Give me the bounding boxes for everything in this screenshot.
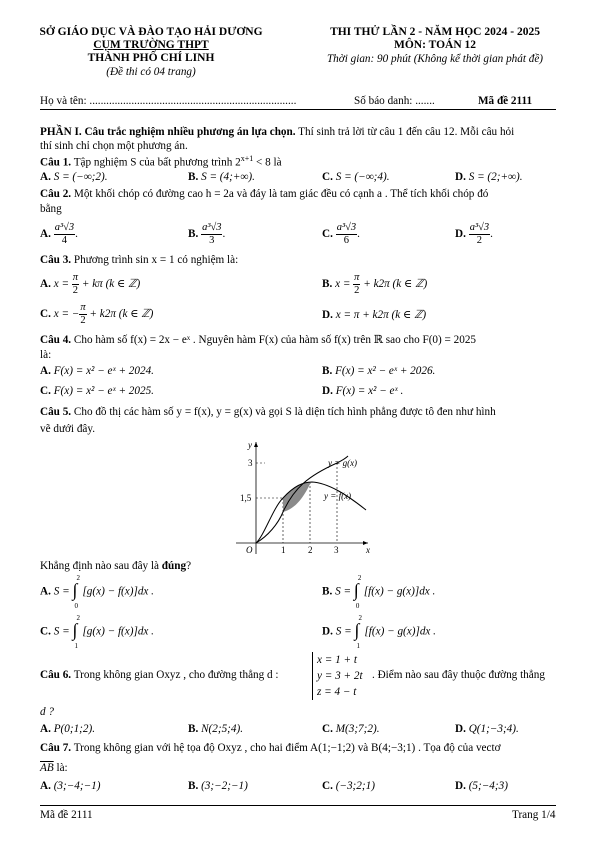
q1-opt-a[interactable]	[40, 171, 108, 183]
part1-line1	[40, 126, 514, 138]
q7-opt-c[interactable]	[322, 780, 375, 792]
q7-text: Trong không gian với hệ tọa độ Oxyz , cho hai điểm A(1;−1;2) và B(4;−3;1) . Tọa độ của vectơ	[71, 742, 501, 754]
q2-a-num: a³√3	[54, 222, 75, 233]
q3-b-post: + k2π (k ∈ ℤ)	[360, 278, 428, 291]
q7-opt-b[interactable]	[188, 780, 248, 792]
part1-desc1: Thí sinh trả lời từ câu 1 đến câu 12. Mỗi câu hỏi	[295, 126, 515, 138]
q5-a-text: [g(x) − f(x)]dx .	[82, 585, 154, 598]
q2-opt-a[interactable]: A. $\frac{\text{a³√3}}{4}$ .	[40, 222, 78, 246]
q4-a-text: F(x) = x² − eˣ + 2024.	[53, 365, 154, 377]
divider	[40, 109, 556, 110]
q1-text2: < 8 là	[253, 156, 282, 169]
opt-letter: C.	[322, 228, 333, 241]
q5-ask-end: ?	[186, 560, 192, 572]
q3-c-den: 2	[80, 315, 86, 326]
q2-stem	[40, 188, 488, 200]
q1-c-text: S = (−∞;4).	[335, 171, 390, 183]
footer-code: Mã đề 2111	[40, 809, 93, 821]
opt-letter: B.	[322, 365, 333, 377]
q3-c-post: + k2π (k ∈ ℤ)	[86, 308, 154, 321]
opt-letter: A.	[40, 171, 51, 183]
q5-b-s: S =	[335, 585, 354, 598]
candidate-id: Số báo danh: .......	[354, 95, 435, 107]
q6-a-text: P(0;1;2).	[53, 723, 96, 735]
opt-letter: B.	[322, 278, 333, 291]
q5-c-lower: 1	[74, 642, 78, 650]
q6-text2: . Điểm nào sau đây thuộc đường thẳng	[372, 669, 545, 681]
q6-text: Trong không gian Oxyz , cho đường thẳng d :	[71, 669, 279, 681]
q5-a-upper: 2	[76, 574, 80, 582]
q3-opt-a[interactable]	[40, 272, 140, 297]
candidate-name: Họ và tên: ..........................................................................	[40, 95, 297, 107]
f-label: y = f(x)	[324, 491, 352, 501]
opt-letter: A.	[40, 278, 51, 291]
q7-opt-a[interactable]	[40, 780, 100, 792]
q6-system	[312, 652, 363, 700]
q7-text2: là:	[53, 762, 68, 774]
q2-opt-c[interactable]: C. $\frac{\text{a³√3}}{6}$ .	[322, 222, 360, 246]
x-tick-3: 3	[334, 545, 339, 555]
q1-label: Câu 1.	[40, 156, 72, 169]
q2-b-num: a³√3	[202, 222, 222, 233]
q5-c-text: [g(x) − f(x)]dx .	[82, 625, 154, 638]
q1-opt-b[interactable]	[188, 171, 255, 183]
opt-letter: B.	[188, 723, 199, 735]
part1-title: PHẦN I. Câu trắc nghiệm nhiều phương án lựa chọn.	[40, 126, 296, 138]
q6-opt-c[interactable]	[322, 723, 380, 735]
q4-opt-d[interactable]	[322, 385, 403, 397]
q7-c-text: (−3;2;1)	[335, 780, 375, 792]
q6-opt-d[interactable]	[455, 723, 519, 735]
q5-ask-text: Khẳng định nào sau đây là	[40, 560, 162, 572]
q3-text: Phương trình sin x = 1 có nghiệm là:	[71, 254, 239, 266]
q1-opt-d[interactable]	[455, 171, 523, 183]
q3-a-den: 2	[72, 285, 79, 296]
q5-label: Câu 5.	[40, 406, 72, 418]
opt-letter: C.	[40, 308, 51, 321]
q6-opt-a[interactable]	[40, 723, 95, 735]
q5-ask-bold: đúng	[161, 560, 187, 572]
q3-c-num: π	[80, 302, 86, 313]
header-cluster: CỤM TRƯỜNG THPT	[93, 39, 209, 51]
q4-b-text: F(x) = x² − eˣ + 2026.	[335, 365, 436, 377]
q5-c-s: S =	[53, 625, 73, 638]
q5-ask	[40, 560, 191, 572]
q3-a-num: π	[72, 272, 79, 283]
opt-letter: B.	[188, 228, 199, 241]
x-axis-label: x	[366, 545, 370, 555]
opt-letter: D.	[322, 385, 333, 397]
opt-letter: C.	[40, 385, 51, 397]
q5-b-text: [f(x) − g(x)]dx .	[363, 585, 436, 598]
opt-letter: C.	[322, 171, 333, 183]
opt-letter: C.	[322, 723, 333, 735]
q1-b-text: S = (4;+∞).	[201, 171, 255, 183]
q5-b-lower: 0	[355, 602, 360, 610]
g-label: y = g(x)	[328, 458, 358, 468]
header-city: THÀNH PHỐ CHÍ LINH	[87, 52, 215, 64]
q3-b-den: 2	[354, 285, 360, 296]
opt-letter: C.	[40, 625, 51, 638]
y-tick-15: 1,5	[240, 493, 252, 503]
q5-opt-a[interactable]: A. S = 2 ∫ 0 [g(x) − f(x)]dx .	[40, 574, 154, 610]
q5-a-s: S =	[53, 585, 73, 598]
q7-line2	[40, 762, 68, 774]
q1-a-text: S = (−∞;2).	[53, 171, 108, 183]
q3-d-text: x = π + k2π (k ∈ ℤ)	[335, 309, 427, 321]
q1-stem	[40, 154, 282, 169]
q2-label: Câu 2.	[40, 188, 72, 200]
q7-a-text: (3;−4;−1)	[53, 780, 101, 792]
q4-stem	[40, 333, 476, 346]
q2-opt-d[interactable]: D. $\frac{\text{a³√3}}{2}$ .	[455, 222, 493, 246]
q2-d-num: a³√3	[469, 222, 490, 233]
q4-label: Câu 4.	[40, 334, 72, 346]
header-subject: MÔN: TOÁN 12	[394, 39, 476, 51]
q6-c-text: M(3;7;2).	[335, 723, 380, 735]
q3-a-pre: x =	[53, 278, 72, 291]
opt-letter: A.	[40, 723, 51, 735]
q5-d-upper: 2	[358, 614, 362, 622]
x-tick-1: 1	[281, 545, 286, 555]
opt-letter: A.	[40, 585, 51, 598]
q4-opt-a[interactable]	[40, 365, 154, 377]
q7-label: Câu 7.	[40, 742, 72, 754]
y-arrow	[254, 442, 258, 447]
q7-d-text: (5;−4;3)	[468, 780, 508, 792]
q5-stem	[40, 406, 496, 418]
q3-b-pre: x =	[335, 278, 354, 291]
q5-opt-c[interactable]: C. S = 2 ∫ 1 [g(x) − f(x)]dx .	[40, 614, 154, 650]
q4-c-text: F(x) = x² − eˣ + 2025.	[53, 385, 154, 397]
q2-c-num: a³√3	[336, 222, 357, 233]
header-dept: SỞ GIÁO DỤC VÀ ĐÀO TẠO HẢI DƯƠNG	[39, 26, 263, 38]
opt-letter: A.	[40, 228, 51, 241]
q7-opt-d[interactable]	[455, 780, 508, 792]
opt-letter: A.	[40, 365, 51, 377]
q5-graph	[228, 436, 373, 558]
opt-letter: A.	[40, 780, 51, 792]
q7-b-text: (3;−2;−1)	[201, 780, 248, 792]
q4-text2: là:	[40, 349, 52, 361]
opt-letter: D.	[322, 625, 333, 638]
q4-text: Cho hàm số f(x) = 2x − eˣ . Nguyên hàm F(x) của hàm số f(x) trên ℝ sao cho F(0) = 2025	[71, 334, 477, 346]
opt-letter: D.	[455, 228, 466, 241]
q6-label: Câu 6.	[40, 669, 72, 681]
opt-letter: C.	[322, 780, 333, 792]
q7-stem	[40, 742, 501, 754]
opt-letter: B.	[188, 780, 199, 792]
q1-text: Tập nghiệm S của bất phương trình 2	[71, 156, 241, 169]
opt-letter: D.	[455, 780, 466, 792]
q6-d-text: Q(1;−3;4).	[468, 723, 519, 735]
q2-c-den: 6	[343, 235, 350, 246]
exam-code: Mã đề 2111	[478, 95, 533, 107]
q1-d-text: S = (2;+∞).	[468, 171, 523, 183]
part1-desc2: thí sinh chỉ chọn một phương án.	[40, 140, 188, 152]
q5-text2: vẽ dưới đây.	[40, 423, 96, 435]
q1-exp: x+1	[240, 154, 254, 163]
q5-a-lower: 0	[74, 602, 78, 610]
opt-letter: D.	[455, 723, 466, 735]
header-exam: THI THỬ LẦN 2 - NĂM HỌC 2024 - 2025	[330, 26, 540, 38]
q3-opt-b[interactable]	[322, 272, 427, 297]
q6-text3: d ?	[40, 706, 54, 718]
q2-text: Một khối chóp có đường cao h = 2a và đáy là tam giác đều có cạnh a . Thể tích khối chóp đó	[71, 188, 489, 200]
q5-b-upper: 2	[357, 574, 362, 582]
q3-b-num: π	[354, 272, 360, 283]
q5-d-text: [f(x) − g(x)]dx .	[364, 625, 436, 638]
q5-d-lower: 1	[356, 642, 360, 650]
q2-text2: bằng	[40, 203, 62, 215]
header-time: Thời gian: 90 phút (Không kể thời gian phát đề)	[326, 53, 544, 65]
q6-eq-z: z = 4 − t	[317, 686, 357, 698]
q2-d-den: 2	[476, 235, 483, 246]
q3-c-pre: x = −	[53, 308, 80, 321]
q2-a-den: 4	[61, 235, 68, 246]
q4-d-text: F(x) = x² − eˣ .	[335, 385, 404, 397]
q7-vector: $\overline{AB}$	[40, 762, 54, 774]
origin-label: O	[246, 545, 253, 555]
q1-opt-c[interactable]	[322, 171, 390, 183]
q3-stem	[40, 254, 238, 266]
q5-opt-d[interactable]: D. S = 2 ∫ 1 [f(x) − g(x)]dx .	[322, 614, 436, 650]
q3-opt-d[interactable]	[322, 308, 426, 321]
opt-letter: D.	[322, 309, 333, 321]
q3-opt-c[interactable]	[40, 302, 153, 327]
y-tick-3: 3	[248, 458, 253, 468]
footer-page: Trang 1/4	[512, 809, 556, 821]
y-axis-label: y	[248, 440, 252, 450]
q2-opt-b[interactable]: B. $\frac{\text{a³√3}}{3}$ .	[188, 222, 226, 246]
q6-eq-x: x = 1 + t	[317, 654, 357, 666]
q3-label: Câu 3.	[40, 254, 72, 266]
x-tick-2: 2	[308, 545, 313, 555]
header-pages: (Đề thi có 04 trang)	[106, 66, 196, 78]
q6-opt-b[interactable]	[188, 723, 243, 735]
q5-c-upper: 2	[76, 614, 80, 622]
q6-eq-y: y = 3 + 2t	[317, 670, 363, 682]
q5-d-s: S =	[335, 625, 355, 638]
q4-opt-b[interactable]	[322, 365, 435, 377]
opt-letter: B.	[188, 171, 199, 183]
footer-divider	[40, 805, 556, 806]
q5-text: Cho đồ thị các hàm số y = f(x), y = g(x) và gọi S là diện tích hình phẳng được tô đen như hình	[71, 406, 496, 418]
q6-b-text: N(2;5;4).	[201, 723, 244, 735]
q5-opt-b[interactable]: B. S = 2 ∫ 0 [f(x) − g(x)]dx .	[322, 574, 436, 610]
q4-opt-c[interactable]	[40, 385, 154, 397]
q2-b-den: 3	[209, 235, 215, 246]
opt-letter: D.	[455, 171, 466, 183]
q3-a-post: + kπ (k ∈ ℤ)	[79, 278, 141, 291]
q6-stem	[40, 669, 279, 681]
opt-letter: B.	[322, 585, 333, 598]
